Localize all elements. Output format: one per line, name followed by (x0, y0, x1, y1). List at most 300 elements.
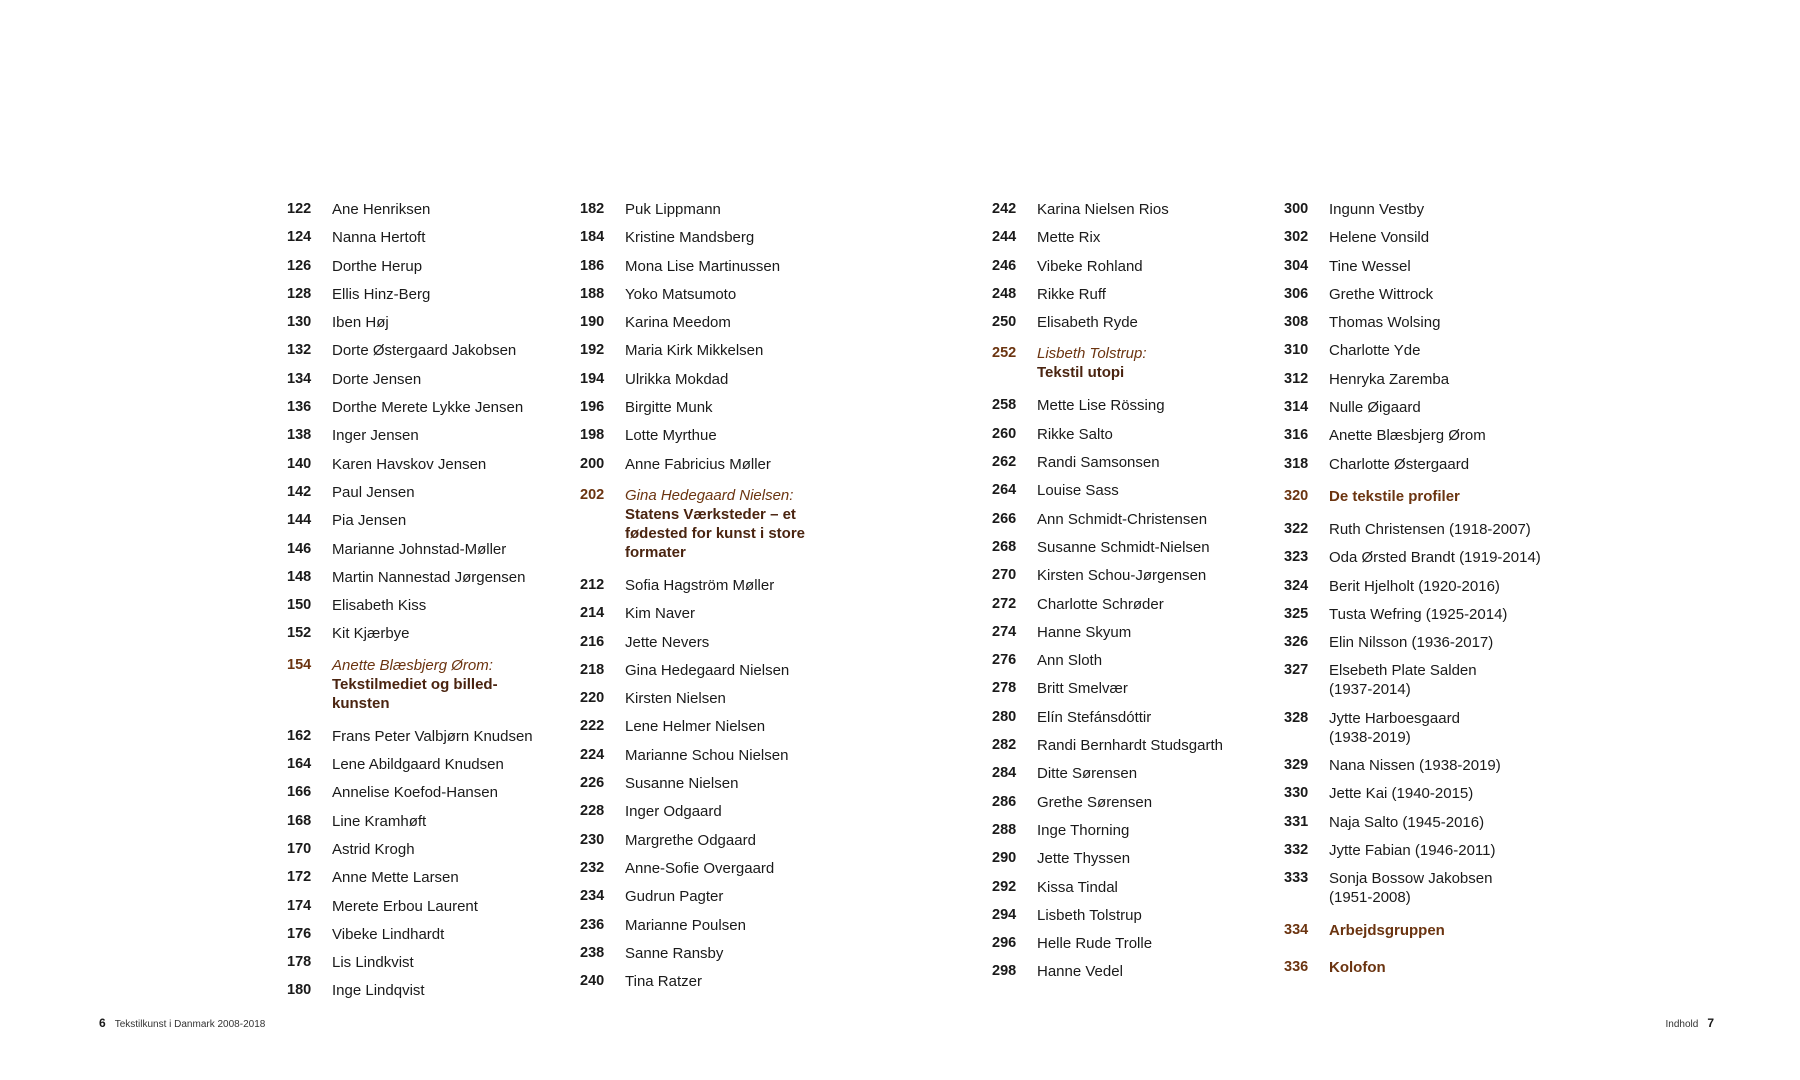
toc-entry (287, 228, 547, 256)
page-number: 214 (580, 605, 605, 622)
page-number: 228 (580, 803, 605, 820)
page-number: 328 (1284, 709, 1309, 726)
toc-column-3 (992, 200, 1252, 991)
publication-title: Tekstilkunst i Danmark 2008-2018 (114, 1019, 266, 1030)
artist-name: Yoko Matsumoto (625, 285, 737, 303)
toc-entry (287, 596, 547, 624)
artist-name: Dorthe Merete Lykke Jensen (332, 399, 524, 417)
artist-name: Sanne Ransby (625, 944, 724, 962)
page-number: 334 (1284, 921, 1309, 938)
toc-entry (287, 257, 547, 285)
page-number: 122 (287, 201, 312, 217)
page-number: 238 (580, 944, 605, 961)
page-number: 148 (287, 568, 312, 585)
toc-entry (1284, 605, 1574, 633)
toc-entry (580, 717, 870, 745)
page-number: 226 (580, 775, 605, 792)
page-number: 240 (580, 973, 605, 990)
page-number: 266 (992, 510, 1017, 527)
artist-name: Inger Odgaard (625, 803, 722, 821)
page-number: 288 (992, 821, 1017, 838)
artist-name: Karen Havskov Jensen (332, 455, 487, 473)
toc-entry (580, 228, 870, 256)
artist-name: Elisabeth Kiss (332, 597, 427, 615)
toc-entry (580, 972, 870, 1000)
page-number: 322 (1284, 520, 1309, 537)
toc-entry (287, 812, 547, 840)
artist-name: Susanne Schmidt-Nielsen (1037, 538, 1210, 556)
artist-name: Grethe Sørensen (1037, 793, 1153, 811)
toc-entry (1284, 426, 1574, 454)
page-number: 230 (580, 831, 605, 848)
toc-column-2 (580, 200, 870, 1000)
artist-name: Susanne Nielsen (625, 775, 739, 793)
essay-title-line: fødested for kunst i store (625, 524, 806, 542)
essay-title-line: Tekstilmediet og billed- (332, 675, 498, 693)
artist-name: Annelise Koefod-Hansen (332, 784, 498, 802)
page-number: 304 (1284, 257, 1309, 274)
artist-name: Ingunn Vestby (1329, 201, 1425, 218)
artist-name: Anne-Sofie Overgaard (625, 859, 775, 877)
page-number: 234 (580, 888, 605, 905)
toc-entry (1284, 813, 1574, 841)
section-label: Indhold (1665, 1019, 1699, 1030)
page-number: 314 (1284, 399, 1309, 416)
artist-name: Inge Thorning (1037, 821, 1130, 839)
page-number: 222 (580, 718, 605, 735)
left-page-number: 6 (99, 1016, 106, 1030)
artist-name: Inge Lindqvist (332, 982, 425, 1000)
toc-entry (992, 396, 1252, 424)
artist-name: Marianne Poulsen (625, 916, 746, 934)
page-number: 274 (992, 623, 1017, 640)
artist-name: Puk Lippmann (625, 201, 721, 218)
toc-entry (287, 341, 547, 369)
page-number: 302 (1284, 229, 1309, 246)
page-number: 327 (1284, 662, 1309, 679)
page-number: 216 (580, 633, 605, 650)
page-number: 282 (992, 737, 1017, 754)
artist-name: Grethe Wittrock (1329, 285, 1434, 303)
artist-name: Thomas Wolsing (1329, 314, 1441, 332)
artist-name-line: (1951-2008) (1329, 889, 1411, 907)
toc-entry (992, 510, 1252, 538)
artist-name: Tina Ratzer (625, 973, 702, 991)
artist-name: Karina Meedom (625, 314, 731, 332)
artist-name: Pia Jensen (332, 512, 407, 530)
toc-entry (1284, 257, 1574, 285)
artist-name: Iben Høj (332, 314, 389, 332)
page-number: 248 (992, 285, 1017, 302)
toc-entry (287, 981, 547, 1009)
page-number: 166 (287, 784, 312, 801)
page-number: 252 (992, 345, 1017, 362)
right-page-number: 7 (1707, 1016, 1714, 1030)
artist-name: Kristine Mandsberg (625, 229, 755, 247)
artist-name: Anette Blæsbjerg Ørom (1329, 427, 1486, 445)
artist-name: Nana Nissen (1938-2019) (1329, 757, 1501, 775)
artist-name: Lis Lindkvist (332, 954, 414, 972)
essay-title-line: Statens Værksteder – et (625, 505, 796, 523)
page-number: 144 (287, 512, 312, 529)
page-number: 296 (992, 935, 1017, 952)
artist-name: Louise Sass (1037, 482, 1119, 500)
artist-name: Marianne Schou Nielsen (625, 746, 789, 764)
artist-name: Nanna Hertoft (332, 229, 426, 247)
essay-title-line: kunsten (332, 694, 390, 712)
artist-name: Helene Vonsild (1329, 229, 1430, 247)
artist-name: Jette Thyssen (1037, 850, 1131, 868)
essay-author: Anette Blæsbjerg Ørom: (332, 656, 493, 674)
artist-name: Dorte Jensen (332, 370, 422, 388)
toc-entry (1284, 709, 1574, 756)
page-number: 294 (992, 906, 1017, 923)
essay-title-line: Tekstil utopi (1037, 364, 1125, 382)
artist-name: Nulle Øigaard (1329, 399, 1421, 417)
toc-entry (580, 285, 870, 313)
toc-column-4 (1284, 200, 1574, 991)
toc-entry (580, 746, 870, 774)
artist-name: Mette Rix (1037, 229, 1101, 247)
toc-entry (1284, 313, 1574, 341)
section-title: Kolofon (1329, 958, 1386, 976)
page-number: 242 (992, 201, 1017, 217)
page-number: 170 (287, 840, 312, 857)
toc-entry (580, 341, 870, 369)
artist-name: Ann Schmidt-Christensen (1037, 510, 1208, 528)
page-number: 246 (992, 257, 1017, 274)
artist-name: Charlotte Schrøder (1037, 595, 1164, 613)
toc-entry (1284, 869, 1574, 916)
page-number: 260 (992, 425, 1017, 442)
toc-entry (287, 285, 547, 313)
artist-name: Kirsten Nielsen (625, 690, 726, 708)
artist-name: Ruth Christensen (1918-2007) (1329, 520, 1531, 538)
toc-entry (287, 370, 547, 398)
page-number: 150 (287, 597, 312, 614)
artist-name: Rikke Salto (1037, 425, 1113, 443)
toc-entry (580, 576, 870, 604)
artist-name: Ellis Hinz-Berg (332, 285, 431, 303)
toc-entry (992, 566, 1252, 594)
artist-name: Tusta Wefring (1925-2014) (1329, 605, 1508, 623)
artist-name-line: (1937-2014) (1329, 681, 1411, 699)
page-number: 190 (580, 314, 605, 331)
toc-entry (580, 426, 870, 454)
artist-name: Paul Jensen (332, 483, 415, 501)
artist-name: Lene Helmer Nielsen (625, 718, 766, 736)
toc-entry (1284, 841, 1574, 869)
toc-entry (992, 906, 1252, 934)
toc-entry (992, 425, 1252, 453)
page-number: 126 (287, 257, 312, 274)
toc-entry (287, 925, 547, 953)
page-number: 146 (287, 540, 312, 557)
page-number: 138 (287, 427, 312, 444)
page-number: 316 (1284, 427, 1309, 444)
toc-entry (1284, 370, 1574, 398)
artist-name: Lisbeth Tolstrup (1037, 906, 1142, 924)
toc-entry (1284, 520, 1574, 548)
artist-name: Elin Nilsson (1936-2017) (1329, 634, 1494, 652)
toc-entry (1284, 756, 1574, 784)
toc-entry (992, 257, 1252, 285)
page-number: 270 (992, 567, 1017, 584)
essay-text (1037, 344, 1147, 382)
toc-entry (992, 878, 1252, 906)
page-number: 326 (1284, 634, 1309, 651)
artist-name: Henryka Zaremba (1329, 370, 1450, 388)
page-number: 286 (992, 793, 1017, 810)
toc-entry (992, 200, 1252, 228)
artist-name: Margrethe Odgaard (625, 831, 756, 849)
page-number: 278 (992, 680, 1017, 697)
page-number: 298 (992, 963, 1017, 980)
page-number: 308 (1284, 314, 1309, 331)
toc-entry (580, 661, 870, 689)
page-number: 128 (287, 285, 312, 302)
page-number: 232 (580, 859, 605, 876)
toc-entry (992, 736, 1252, 764)
toc-entry (580, 774, 870, 802)
artist-name-line: (1938-2019) (1329, 728, 1411, 746)
artist-name: Mona Lise Martinussen (625, 257, 781, 275)
page-number: 186 (580, 257, 605, 274)
toc-entry (992, 679, 1252, 707)
toc-section-heading (1284, 917, 1574, 954)
page-number: 182 (580, 201, 605, 217)
toc-entry (287, 783, 547, 811)
artist-name: Gudrun Pagter (625, 888, 724, 906)
page-number: 192 (580, 342, 605, 359)
artist-name: Ann Sloth (1037, 652, 1103, 670)
page-number: 218 (580, 661, 605, 678)
toc-entry (580, 689, 870, 717)
artist-name: Rikke Ruff (1037, 285, 1106, 303)
artist-name (1329, 869, 1492, 907)
toc-entry (1284, 228, 1574, 256)
toc-entry (580, 887, 870, 915)
toc-column-1 (287, 200, 547, 1010)
artist-name: Charlotte Yde (1329, 342, 1421, 360)
artist-name: Maria Kirk Mikkelsen (625, 342, 764, 360)
toc-entry (580, 859, 870, 887)
page-number: 323 (1284, 549, 1309, 566)
artist-name: Kissa Tindal (1037, 878, 1118, 896)
toc-entry (992, 285, 1252, 313)
essay-title-line: formater (625, 543, 686, 561)
artist-name: Oda Ørsted Brandt (1919-2014) (1329, 549, 1541, 567)
page-number: 202 (580, 486, 605, 503)
artist-name: Hanne Skyum (1037, 623, 1132, 641)
toc-entry (287, 398, 547, 426)
toc-entry (580, 633, 870, 661)
artist-name: Mette Lise Rössing (1037, 397, 1165, 415)
page-number: 329 (1284, 757, 1309, 774)
toc-entry (992, 313, 1252, 341)
page-number: 220 (580, 690, 605, 707)
page-number: 176 (287, 925, 312, 942)
page-number: 336 (1284, 958, 1309, 975)
page-number: 276 (992, 652, 1017, 669)
toc-essay-entry (992, 341, 1252, 396)
toc-entry (287, 840, 547, 868)
page-number: 300 (1284, 201, 1309, 217)
artist-name: Helle Rude Trolle (1037, 935, 1153, 953)
page-number: 306 (1284, 285, 1309, 302)
essay-text (332, 656, 498, 713)
artist-name: Randi Samsonsen (1037, 454, 1160, 472)
artist-name: Ulrikka Mokdad (625, 370, 729, 388)
page-number: 333 (1284, 870, 1309, 887)
artist-name-line: Elsebeth Plate Salden (1329, 662, 1477, 680)
page-number: 244 (992, 229, 1017, 246)
toc-entry (992, 934, 1252, 962)
page-number: 198 (580, 427, 605, 444)
toc-entry (992, 453, 1252, 481)
page-number: 168 (287, 812, 312, 829)
artist-name: Vibeke Lindhardt (332, 925, 445, 943)
toc-entry (287, 755, 547, 783)
page-number: 194 (580, 370, 605, 387)
toc-entry (580, 944, 870, 972)
toc-entry (287, 727, 547, 755)
toc-entry (1284, 455, 1574, 483)
toc-entry (287, 200, 547, 228)
toc-entry (287, 897, 547, 925)
toc-entry (1284, 577, 1574, 605)
page-number: 310 (1284, 342, 1309, 359)
artist-name: Jytte Fabian (1946-2011) (1329, 841, 1496, 859)
artist-name: Merete Erbou Laurent (332, 897, 478, 915)
page-number: 318 (1284, 455, 1309, 472)
artist-name: Birgitte Munk (625, 399, 713, 417)
toc-entry (580, 604, 870, 632)
toc-entry (992, 538, 1252, 566)
page-number: 268 (992, 538, 1017, 555)
toc-essay-entry (287, 653, 547, 727)
toc-essay-entry (580, 483, 870, 576)
toc-entry (992, 651, 1252, 679)
artist-name: Astrid Krogh (332, 840, 415, 858)
page-number: 332 (1284, 841, 1309, 858)
toc-entry (287, 953, 547, 981)
toc-entry (287, 455, 547, 483)
artist-name (1329, 709, 1460, 747)
page-number: 262 (992, 454, 1017, 471)
toc-entry (1284, 341, 1574, 369)
page-number: 284 (992, 765, 1017, 782)
artist-name: Martin Nannestad Jørgensen (332, 568, 526, 586)
artist-name: Jette Kai (1940-2015) (1329, 785, 1474, 803)
toc-entry (580, 398, 870, 426)
toc-entry (992, 764, 1252, 792)
toc-entry (287, 540, 547, 568)
toc-entry (1284, 200, 1574, 228)
artist-name: Naja Salto (1945-2016) (1329, 813, 1485, 831)
page-number: 290 (992, 850, 1017, 867)
toc-entry (992, 793, 1252, 821)
section-title: De tekstile profiler (1329, 487, 1460, 505)
artist-name-line: Jytte Harboesgaard (1329, 709, 1460, 727)
toc-section-heading (1284, 954, 1574, 991)
artist-name: Line Kramhøft (332, 812, 427, 830)
artist-name: Berit Hjelholt (1920-2016) (1329, 577, 1500, 595)
toc-entry (287, 483, 547, 511)
toc-entry (992, 849, 1252, 877)
toc-entry (992, 962, 1252, 990)
page-number: 325 (1284, 605, 1309, 622)
page-number: 292 (992, 878, 1017, 895)
page-number: 152 (287, 625, 312, 642)
page-number: 134 (287, 370, 312, 387)
toc-entry (992, 228, 1252, 256)
page-number: 140 (287, 455, 312, 472)
artist-name: Kim Naver (625, 605, 696, 623)
page-number: 250 (992, 314, 1017, 331)
toc-entry (1284, 633, 1574, 661)
toc-entry (992, 595, 1252, 623)
toc-entry (580, 200, 870, 228)
footer-left (99, 1016, 265, 1030)
page-number: 264 (992, 482, 1017, 499)
artist-name: Dorthe Herup (332, 257, 423, 275)
page-number: 324 (1284, 577, 1309, 594)
essay-author: Lisbeth Tolstrup: (1037, 345, 1147, 363)
page-number: 178 (287, 954, 312, 971)
page-number: 142 (287, 483, 312, 500)
artist-name: Ditte Sørensen (1037, 765, 1138, 783)
toc-entry (992, 821, 1252, 849)
page-number: 188 (580, 285, 605, 302)
page-number: 180 (287, 982, 312, 999)
artist-name-line: Sonja Bossow Jakobsen (1329, 870, 1493, 888)
artist-name: Elisabeth Ryde (1037, 314, 1138, 332)
page-number: 272 (992, 595, 1017, 612)
page-number: 330 (1284, 785, 1309, 802)
page-number: 212 (580, 576, 605, 593)
page-number: 136 (287, 399, 312, 416)
page-number: 280 (992, 708, 1017, 725)
page-number: 184 (580, 229, 605, 246)
page-number: 320 (1284, 487, 1309, 504)
artist-name: Charlotte Østergaard (1329, 455, 1470, 473)
toc-entry (580, 455, 870, 483)
toc-entry (580, 313, 870, 341)
toc-entry (1284, 784, 1574, 812)
artist-name: Kirsten Schou-Jørgensen (1037, 567, 1207, 585)
toc-entry (1284, 661, 1574, 708)
page-number: 130 (287, 314, 312, 331)
toc-entry (287, 624, 547, 652)
artist-name: Ane Henriksen (332, 201, 431, 218)
page-number: 154 (287, 656, 312, 673)
artist-name: Sofia Hagström Møller (625, 576, 775, 594)
artist-name: Tine Wessel (1329, 257, 1411, 275)
artist-name: Kit Kjærbye (332, 625, 410, 643)
toc-entry (992, 708, 1252, 736)
toc-entry (287, 868, 547, 896)
artist-name: Dorte Østergaard Jakobsen (332, 342, 517, 360)
page-number: 236 (580, 916, 605, 933)
page-number: 172 (287, 869, 312, 886)
page-number: 331 (1284, 813, 1309, 830)
page-number: 312 (1284, 370, 1309, 387)
page-number: 124 (287, 229, 312, 246)
footer-right (1666, 1016, 1715, 1030)
toc-entry (992, 481, 1252, 509)
toc-entry (580, 370, 870, 398)
